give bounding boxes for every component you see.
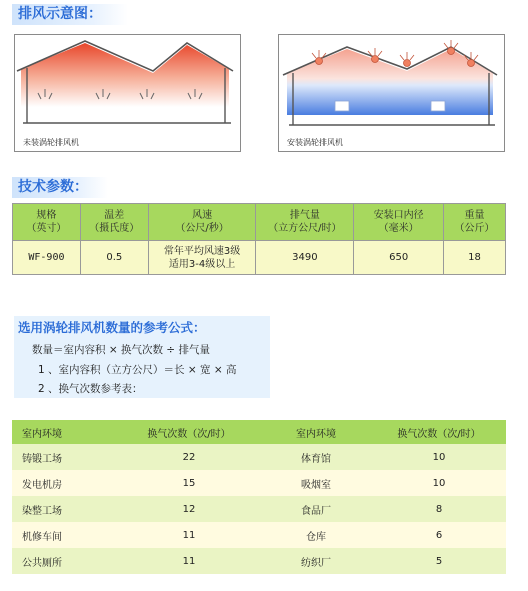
spec-cell-temp-diff: 0.5	[80, 241, 148, 275]
diagram-left-caption: 未装涡轮排风机	[23, 138, 79, 147]
spec-table	[12, 203, 506, 275]
table-cell-rate: 11	[118, 548, 260, 574]
formula-line-reference: 2 、换气次数参考表：	[38, 383, 143, 395]
table-cell-rate: 5	[372, 548, 506, 574]
air-change-header-rate-2: 换气次数（次/时）	[372, 420, 506, 444]
air-change-header-env: 室内环境	[12, 420, 118, 444]
table-row	[12, 522, 506, 548]
spec-header-weight: 重量 （公斤）	[444, 204, 506, 241]
table-cell-env: 食品厂	[260, 496, 372, 522]
diagram-without-turbine	[14, 34, 241, 152]
table-cell-env: 公共厕所	[12, 548, 118, 574]
table-cell-env: 发电机房	[12, 470, 118, 496]
spec-header-wind-speed: 风速 （公尺/秒）	[148, 204, 256, 241]
spec-cell-model: WF-900	[13, 241, 81, 275]
spec-header-temp-diff: 温差 （摄氏度）	[80, 204, 148, 241]
table-cell-env: 机修车间	[12, 522, 118, 548]
formula-title: 选用涡轮排风机数量的参考公式：	[18, 320, 206, 335]
table-cell-env: 仓库	[260, 522, 372, 548]
air-change-table	[12, 420, 506, 574]
table-cell-rate: 10	[372, 444, 506, 470]
table-row	[12, 548, 506, 574]
table-row	[12, 470, 506, 496]
diagram-with-turbine	[278, 34, 505, 152]
spec-cell-exhaust-volume: 3490	[256, 241, 354, 275]
spec-cell-wind-speed: 常年平均风速3级 适用3-4级以上	[148, 241, 256, 275]
table-cell-rate: 22	[118, 444, 260, 470]
air-change-header-env-2: 室内环境	[260, 420, 372, 444]
formula-box	[14, 316, 270, 398]
table-cell-env: 吸烟室	[260, 470, 372, 496]
table-cell-env: 纺织厂	[260, 548, 372, 574]
spec-header-row	[13, 204, 506, 241]
spec-header-mount-diameter: 安装口内径 （毫米）	[354, 204, 444, 241]
table-cell-env: 铸锻工场	[12, 444, 118, 470]
air-change-header-row	[12, 420, 506, 444]
formula-line-volume: 1 、室内容积（立方公尺）＝长 × 宽 × 高	[38, 364, 237, 376]
table-row	[12, 496, 506, 522]
table-cell-rate: 8	[372, 496, 506, 522]
spec-cell-mount-diameter: 650	[354, 241, 444, 275]
table-row	[12, 444, 506, 470]
spec-header-size: 规格 （英寸）	[13, 204, 81, 241]
table-cell-env: 染整工场	[12, 496, 118, 522]
table-cell-rate: 15	[118, 470, 260, 496]
table-cell-rate: 10	[372, 470, 506, 496]
table-cell-rate: 12	[118, 496, 260, 522]
section-title-exhaust-diagram: 排风示意图：	[12, 4, 128, 25]
table-cell-env: 体育馆	[260, 444, 372, 470]
formula-line-quantity: 数量＝室内容积 × 换气次数 ÷ 排气量	[32, 344, 210, 356]
diagram-right-caption: 安装涡轮排风机	[287, 138, 343, 147]
spec-cell-weight: 18	[444, 241, 506, 275]
building-hot-illustration	[15, 35, 240, 151]
building-cool-illustration	[279, 35, 504, 151]
table-cell-rate: 6	[372, 522, 506, 548]
spec-header-exhaust-volume: 排气量 （立方公尺/时）	[256, 204, 354, 241]
air-change-header-rate: 换气次数（次/时）	[118, 420, 260, 444]
section-title-tech-params: 技术参数：	[12, 177, 108, 198]
spec-data-row	[13, 241, 506, 275]
table-cell-rate: 11	[118, 522, 260, 548]
